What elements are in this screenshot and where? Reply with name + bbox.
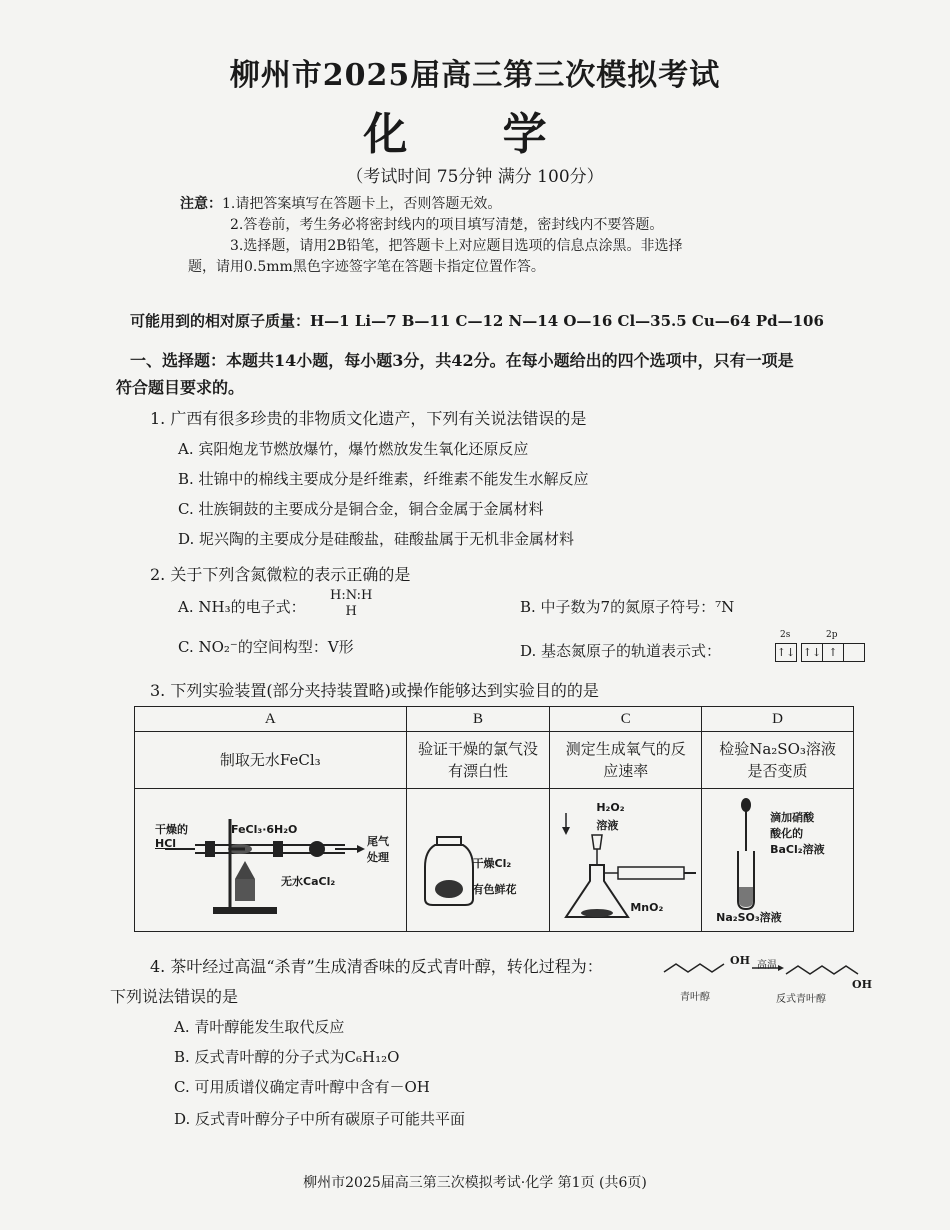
q4-option-b: B. 反式青叶醇的分子式为C₆H₁₂O [174,1048,400,1066]
orbital-2p-box-1: ↑↓ [801,643,823,662]
orbital-2p-box-3 [843,643,865,662]
label-tail-gas-1: 尾气 [367,835,389,848]
apparatus-c [550,789,702,932]
q4-option-d: D. 反式青叶醇分子中所有碳原子可能共平面 [174,1110,466,1128]
label-h2o2-1: H₂O₂ [596,801,625,814]
section-line-2: 符合题目要求的。 [116,378,245,397]
col-header-d: D [702,707,854,732]
orbital-2s-box: ↑↓ [775,643,797,662]
q2-stem: 2. 关于下列含氮微粒的表示正确的是 [150,565,411,584]
section-line-1: 一、选择题：本题共14小题，每小题3分，共42分。在每小题给出的四个选项中，只有一项是 [130,351,794,370]
note-2: 2.答卷前，考生务必将密封线内的项目填写清楚，密封线内不要答题。 [230,217,664,233]
label-mno2: MnO₂ [630,901,664,914]
note-3: 3.选择题，请用2B铅笔，把答题卡上对应题目选项的信息点涂黑。非选择 [230,238,683,254]
label-bacl2: BaCl₂溶液 [770,843,825,856]
orbital-2p-box-2: ↑ [822,643,844,662]
exam-title: 柳州市2025届高三第三次模拟考试 [229,58,721,93]
nh3-electron-formula [330,588,372,620]
q4-stem: 4. 茶叶经过高温“杀青”生成清香味的反式青叶醇，转化过程为： [150,957,603,976]
label-na2so3: Na₂SO₃溶液 [716,911,782,924]
label-anhydrous-cacl2: 无水CaCl₂ [281,875,336,888]
purpose-b: 验证干燥的氯气没有漂白性 [406,732,550,789]
q4-name-1: 青叶醇 [680,992,710,1003]
atomic-masses: 可能用到的相对原子质量：H—1 Li—7 B—11 C—12 N—14 O—16 Cl—35.5 Cu—64 Pd—106 [130,312,824,330]
q4-oh-label-1: OH [730,954,750,967]
col-header-c: C [550,707,702,732]
label-colored-flower: 有色鲜花 [472,883,517,896]
apparatus-c-diagram [550,789,702,927]
q2-option-d: D. 基态氮原子的轨道表示式： [520,642,722,660]
purpose-d: 检验Na₂SO₃溶液是否变质 [702,732,854,789]
q4-stem-2: 下列说法错误的是 [110,987,239,1006]
note-3-cont: 题，请用0.5mm黑色字迹签字笔在答题卡指定位置作答。 [188,259,545,275]
col-header-b: B [406,707,550,732]
q4-arrow-label: 高温 [757,960,777,971]
label-dry-hcl-1: 干燥的 [155,823,188,836]
label-dry-hcl-2: HCl [155,837,177,850]
label-dry-cl2: 干燥Cl₂ [472,857,512,870]
apparatus-b [406,789,550,932]
notes-label: 注意： [180,196,222,212]
nh3-formula-bottom: H [345,604,357,619]
orbital-2s-label: 2s [780,630,791,640]
q2-option-c: C. NO₂⁻的空间构型：V形 [178,638,354,656]
section-heading [116,347,878,401]
q4-option-c: C. 可用质谱仪确定青叶醇中含有－OH [174,1078,430,1096]
label-acidified-1: 滴加硝酸 [770,811,815,824]
label-h2o2-2: 溶液 [596,819,619,832]
q1-option-d: D. 坭兴陶的主要成分是硅酸盐，硅酸盐属于无机非金属材料 [178,530,575,548]
q4-name-2: 反式青叶醇 [776,994,826,1005]
experiment-table [134,706,854,932]
q2-option-a: A. NH₃的电子式： [178,598,306,616]
label-acidified-2: 酸化的 [770,827,804,840]
q1-option-c: C. 壮族铜鼓的主要成分是铜合金，铜合金属于金属材料 [178,500,544,518]
page-footer: 柳州市2025届高三第三次模拟考试·化学 第1页 (共6页) [303,1175,647,1191]
label-fecl3-hydrate: FeCl₃·6H₂O [231,823,298,836]
exam-info: （考试时间 75分钟 满分 100分） [346,167,604,187]
notes-block [180,194,838,278]
purpose-c: 测定生成氧气的反应速率 [550,732,702,789]
orbital-2p-label: 2p [826,630,838,640]
apparatus-d [702,789,854,932]
q1-option-a: A. 宾阳炮龙节燃放爆竹，爆竹燃放发生氧化还原反应 [178,440,529,458]
q3-stem: 3. 下列实验装置(部分夹持装置略)或操作能够达到实验目的的是 [150,681,599,700]
subject-title: 化 学 [363,109,587,160]
note-1: 1.请把答案填写在答题卡上，否则答题无效。 [222,196,502,212]
q2-option-b: B. 中子数为7的氮原子符号：⁷N [520,598,735,616]
q4-oh-label-2: OH [852,978,872,991]
apparatus-a [135,789,407,932]
q4-option-a: A. 青叶醇能发生取代反应 [174,1018,345,1036]
q1-option-b: B. 壮锦中的棉线主要成分是纤维素，纤维素不能发生水解反应 [178,470,589,488]
q1-stem: 1. 广西有很多珍贵的非物质文化遗产，下列有关说法错误的是 [150,409,587,428]
nh3-formula-top: H:N:H [330,588,373,603]
label-tail-gas-2: 处理 [367,851,389,864]
purpose-a: 制取无水FeCl₃ [135,732,407,789]
col-header-a: A [135,707,407,732]
apparatus-a-diagram [135,789,405,927]
